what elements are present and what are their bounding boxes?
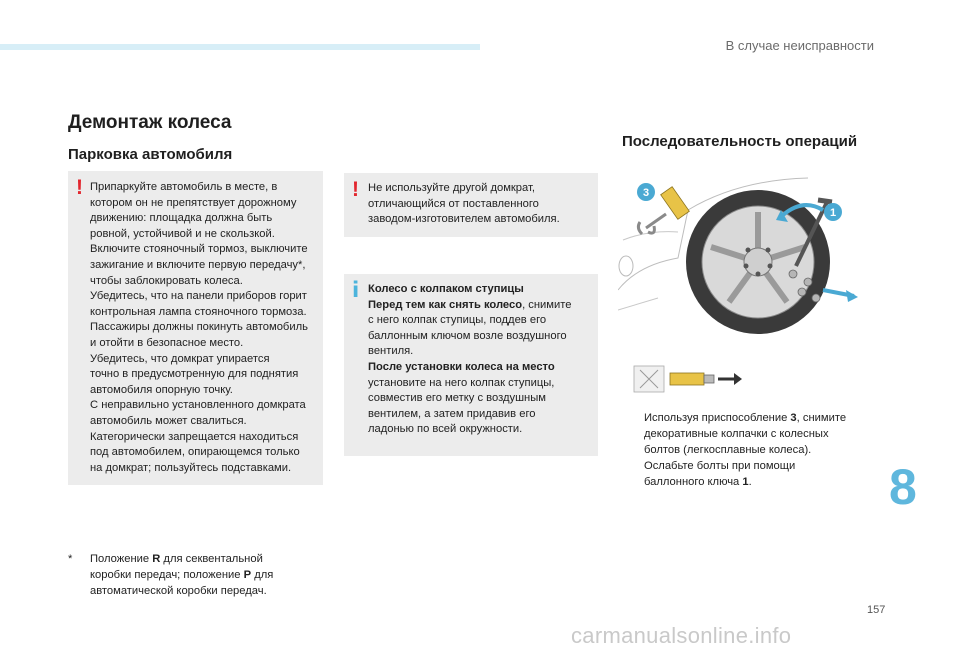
parking-warning-box xyxy=(68,171,323,485)
warning-line: Убедитесь, что на панели приборов горит xyxy=(90,290,307,303)
warning-line: точно в предусмотренную для поднятия xyxy=(90,368,299,381)
step-line xyxy=(644,474,880,490)
footnote-fragment: Положение xyxy=(90,553,153,565)
info-icon: i xyxy=(352,278,360,302)
step-item xyxy=(622,458,880,490)
callout-1: 1 xyxy=(829,207,837,219)
warning-line: Убедитесь, что домкрат упирается xyxy=(90,352,270,365)
warning-line: ровной, устойчивой и не скользкой. xyxy=(90,227,275,240)
page-number: 157 xyxy=(867,604,886,616)
tool-illustration xyxy=(630,362,750,396)
warning-line: Пассажиры должны покинуть автомобиль xyxy=(90,321,308,334)
warning-line: С неправильно установленного домкрата xyxy=(90,399,306,412)
hubcap-info-box xyxy=(344,274,598,456)
page-title: Демонтаж колеса xyxy=(68,112,232,133)
warning-line: под автомобилем, опирающемся только xyxy=(90,446,300,459)
install-label: После установки колеса на место xyxy=(368,360,555,373)
footnote-fragment: для xyxy=(251,569,274,581)
warning-line: движению: площадка должна быть xyxy=(90,212,273,225)
chapter-number: 8 xyxy=(889,459,917,515)
warning-line: котором он не препятствует дорожному xyxy=(90,196,297,209)
header-bar xyxy=(0,44,480,50)
step-line: Ослабьте болты при помощи xyxy=(644,460,796,472)
sequence-heading: Последовательность операций xyxy=(622,133,858,150)
footnote-line xyxy=(90,551,326,567)
warning-line: Припаркуйте автомобиль в месте, в xyxy=(90,181,278,193)
parking-warning-text xyxy=(90,180,318,476)
operation-steps xyxy=(622,410,880,490)
warning-icon: ! xyxy=(352,178,359,201)
warning-line: отличающийся от поставленного xyxy=(368,197,539,210)
step-fragment: , снимите xyxy=(796,412,847,424)
step-fragment: . xyxy=(748,476,752,488)
step-fragment: баллонного ключа xyxy=(644,476,743,488)
hubcap-info-text xyxy=(368,282,594,438)
step-bold: 3 xyxy=(790,412,797,424)
removal-label: Перед тем как снять колесо xyxy=(368,298,523,311)
step-line xyxy=(644,410,880,426)
warning-line: контрольная лампа стояночного тормоза. xyxy=(90,305,307,318)
info-line xyxy=(368,298,594,314)
footnote-star: * xyxy=(68,553,73,565)
footnote-line: автоматической коробки передач. xyxy=(90,585,267,597)
step-item xyxy=(622,410,880,458)
warning-line: автомобиля опорную точку. xyxy=(90,383,233,396)
watermark: carmanualsonline.info xyxy=(571,623,792,648)
warning-line: и отойти в безопасное место. xyxy=(90,336,244,349)
warning-icon: ! xyxy=(76,176,83,199)
info-line: установите на него колпак ступицы, xyxy=(368,376,555,389)
step-line: болтов (легкосплавные колеса). xyxy=(644,444,812,456)
step-fragment: Используя приспособление xyxy=(644,412,791,424)
warning-line: на домкрат; пользуйтесь подставками. xyxy=(90,461,292,474)
footnote-text xyxy=(90,551,326,599)
warning-line: зажигание и включите первую передачу*, xyxy=(90,258,306,271)
jack-warning-box xyxy=(344,173,598,237)
jack-warning-text xyxy=(368,181,594,228)
callout-3: 3 xyxy=(642,187,650,199)
parking-heading: Парковка автомобиля xyxy=(68,146,233,163)
wheel-illustration xyxy=(618,170,876,340)
info-line: вентилем, а затем придавив его xyxy=(368,407,536,420)
section-header: В случае неисправности xyxy=(725,38,874,53)
removal-text: , снимите xyxy=(522,298,572,311)
warning-line: заводом-изготовителем автомобиля. xyxy=(368,213,560,226)
info-line: совместив его метку с воздушным xyxy=(368,392,546,405)
info-line: вентиля. xyxy=(368,345,414,358)
info-line: ладонью по всей окружности. xyxy=(368,423,523,436)
info-title: Колесо с колпаком ступицы xyxy=(368,283,524,295)
warning-line: Включите стояночный тормоз, выключите xyxy=(90,243,308,256)
warning-line: автомобиль может свалиться. xyxy=(90,414,247,427)
footnote-bold: R xyxy=(152,553,161,565)
footnote-bold: P xyxy=(243,569,252,581)
info-line: с него колпак ступицы, поддев его xyxy=(368,314,547,327)
warning-line: Категорически запрещается находиться xyxy=(90,430,299,443)
step-line: декоративные колпачки с колесных xyxy=(644,428,829,440)
warning-line: Не используйте другой домкрат, xyxy=(368,182,535,194)
info-line: баллонным ключом возле воздушного xyxy=(368,329,567,342)
footnote-fragment: коробки передач; положение xyxy=(90,569,244,581)
footnote-fragment: для секвентальной xyxy=(160,553,263,565)
footnote-line xyxy=(90,567,326,583)
warning-line: чтобы заблокировать колеса. xyxy=(90,274,243,287)
step-bold: 1 xyxy=(742,476,749,488)
